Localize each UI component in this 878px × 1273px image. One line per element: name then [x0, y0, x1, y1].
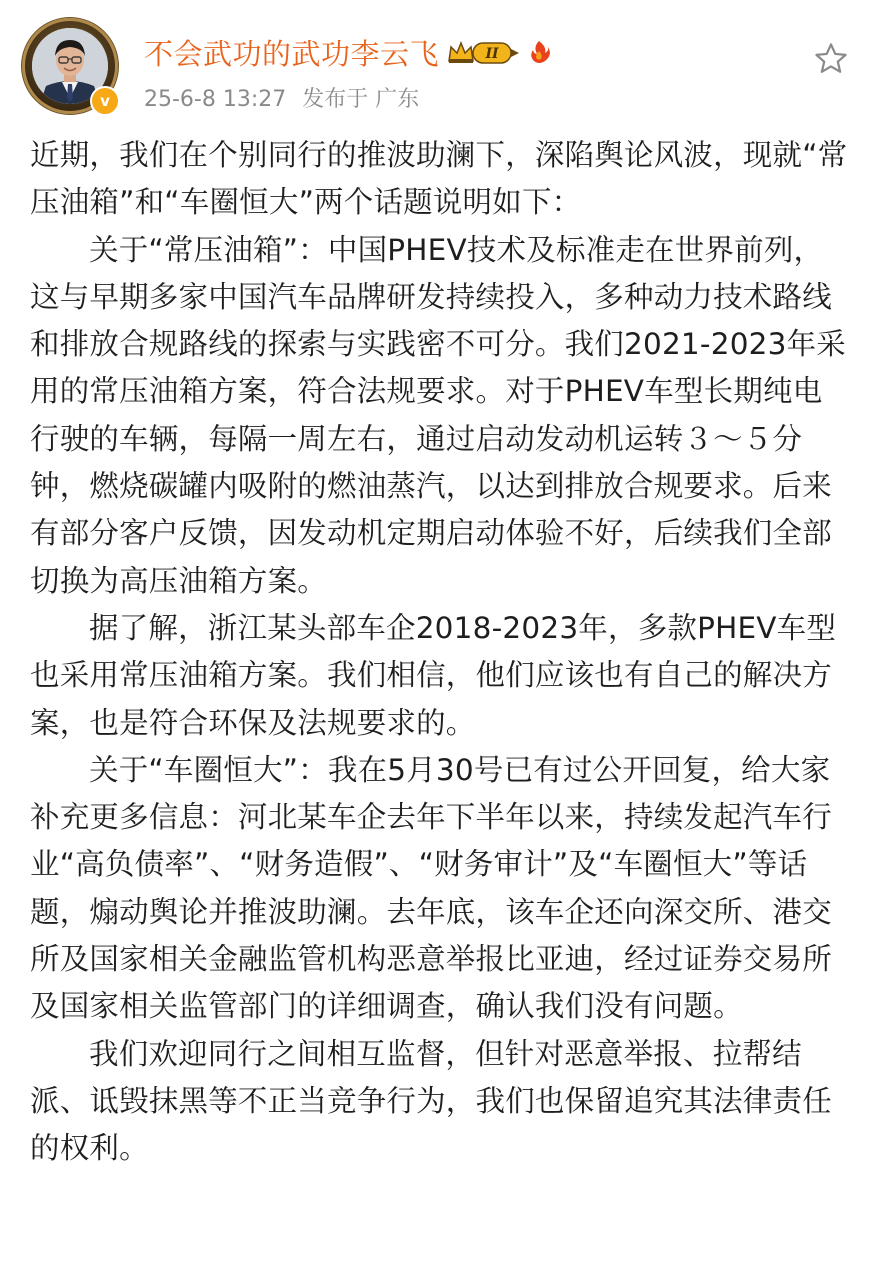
fire-icon: [529, 39, 551, 65]
author-name[interactable]: 不会武功的武功李云飞: [144, 36, 440, 71]
paragraph-3: 据了解，浙江某头部车企2018-2023年，多款PHEV车型也采用常压油箱方案。我们相信，他们应该也有自己的解决方案，也是符合环保及法规要求的。: [30, 610, 837, 740]
post-location: 发布于 广东: [302, 87, 420, 112]
crown-vip-icon[interactable]: [447, 39, 521, 65]
star-icon[interactable]: [812, 40, 850, 78]
post-date: 25-6-8 13:27: [144, 87, 287, 112]
post-header: [22, 18, 858, 118]
paragraph-4: 关于“车圈恒大”：我在5月30号已有过公开回复，给大家补充更多信息：河北某车企去年下半年以来，持续发起汽车行业“高负债率”、“财务造假”、“财务审计”及“车圈恒大”等话题，煽动舆论并推波助澜。去年底，该车企还向深交所、港交所及国家相关金融监管机构恶意举报比亚迪，经过证券交易所及国家相关监管部门的详细调查，确认我们没有问题。: [30, 752, 832, 1024]
post-content: [30, 132, 850, 1173]
vip-level: II: [485, 46, 499, 62]
verified-v-icon: v: [90, 86, 120, 116]
author-line: [144, 32, 551, 72]
post-meta: [144, 82, 435, 113]
paragraph-1: 近期，我们在个别同行的推波助澜下，深陷舆论风波，现就“常压油箱”和“车圈恒大”两个话题说明如下：: [30, 138, 848, 220]
paragraph-2: 关于“常压油箱”：中国PHEV技术及标准走在世界前列，这与早期多家中国汽车品牌研发持续投入，多种动力技术路线和排放合规路线的探索与实践密不可分。我们2021-2023年采用的常压油箱方案，符合法规要求。对于PHEV车型长期纯电行驶的车辆，每隔一周左右，通过启动发动机运转３～５分钟，燃烧碳罐内吸附的燃油蒸汽，以达到排放合规要求。后来有部分客户反馈，因发动机定期启动体验不好，后续我们全部切换为高压油箱方案。: [30, 232, 846, 598]
avatar[interactable]: [22, 18, 118, 114]
paragraph-5: 我们欢迎同行之间相互监督，但针对恶意举报、拉帮结派、诋毁抹黑等不正当竞争行为，我们也保留追究其法律责任的权利。: [30, 1036, 832, 1166]
